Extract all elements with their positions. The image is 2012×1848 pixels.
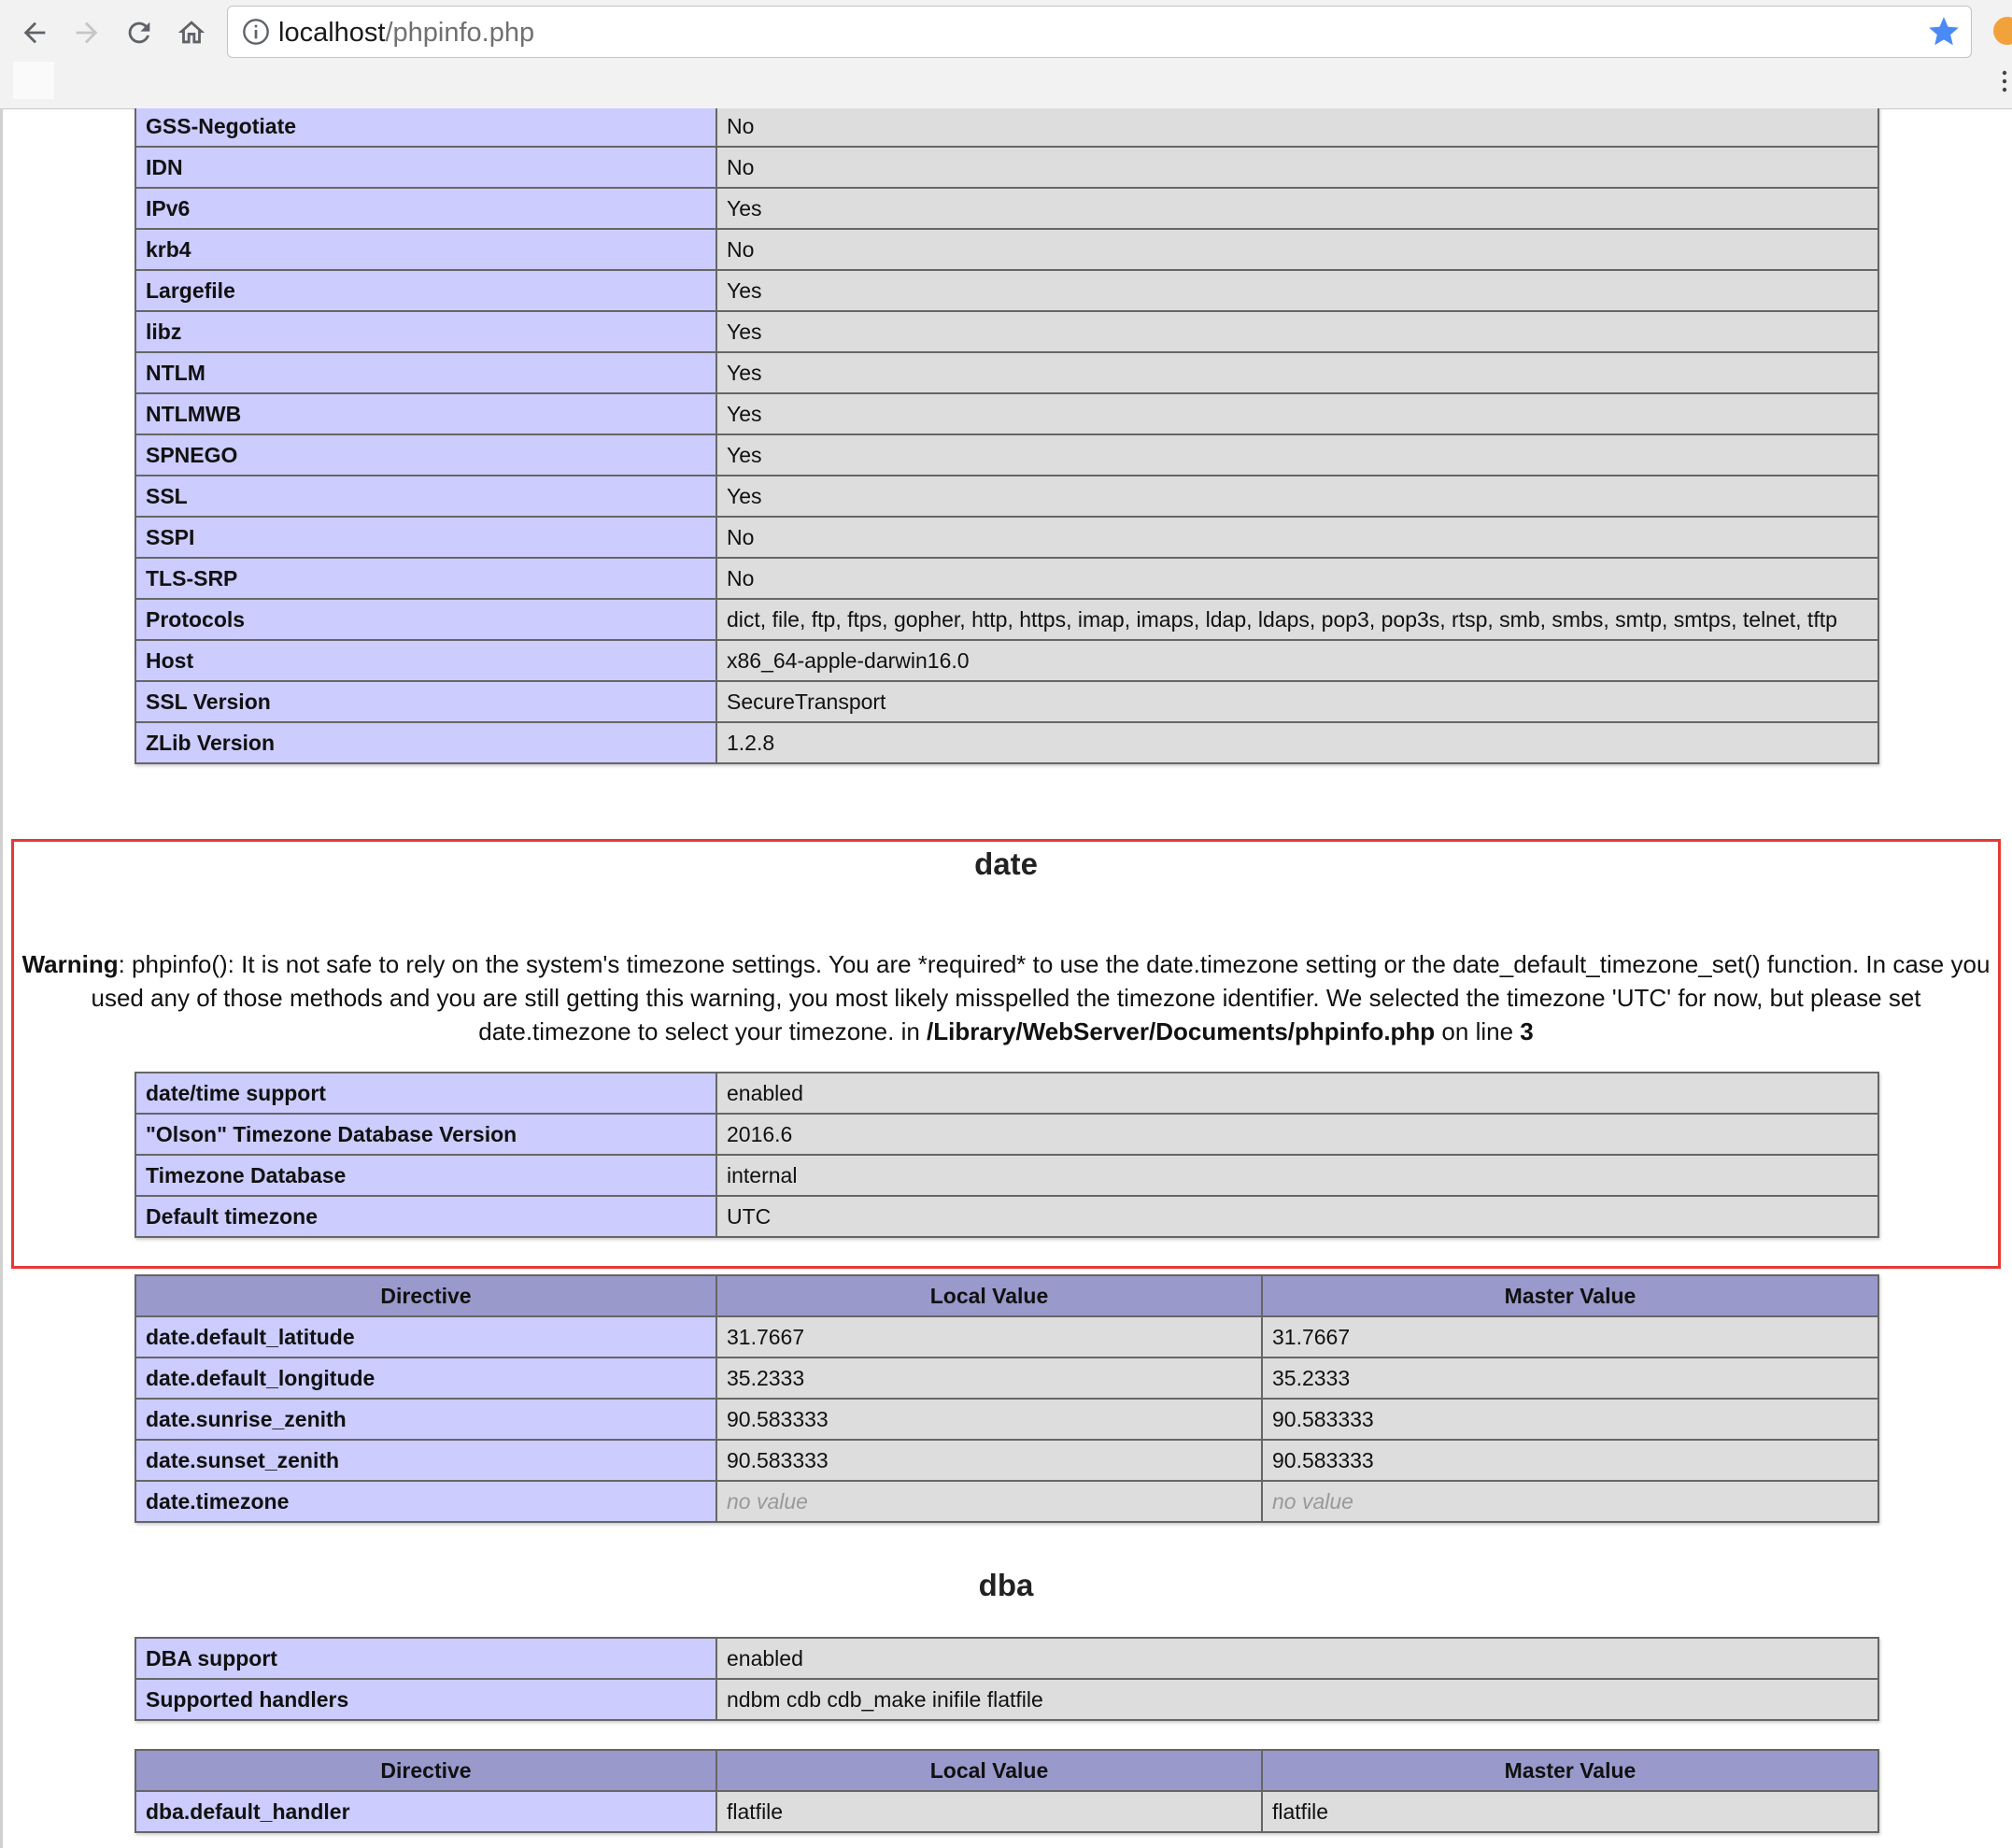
menu-dots-icon[interactable] (2001, 67, 2008, 95)
row-name: Largefile (135, 270, 716, 311)
row-name: SSL Version (135, 681, 716, 722)
row-value: No (716, 147, 1878, 188)
row-name: libz (135, 311, 716, 352)
directive-header: Directive (135, 1275, 716, 1316)
row-name: ZLib Version (135, 722, 716, 763)
table-row (135, 434, 1878, 476)
table-row (135, 558, 1878, 599)
forward-button[interactable] (64, 9, 110, 56)
table-row (135, 229, 1878, 270)
row-value: internal (716, 1155, 1878, 1196)
table-row (135, 311, 1878, 352)
row-name: date/time support (135, 1073, 716, 1114)
row-value: enabled (716, 1073, 1878, 1114)
directive-row (135, 1481, 1878, 1522)
directive-row (135, 1791, 1878, 1832)
row-value: Yes (716, 188, 1878, 229)
row-value: Yes (716, 434, 1878, 476)
directive-row (135, 1358, 1878, 1399)
dba-info-table (135, 1637, 1879, 1721)
local-value: 90.583333 (716, 1399, 1262, 1440)
extension-icon[interactable] (1993, 17, 2012, 45)
master-value: no value (1262, 1481, 1878, 1522)
row-value: Yes (716, 393, 1878, 434)
home-button[interactable] (168, 9, 215, 56)
row-value: No (716, 108, 1878, 147)
master-value-header: Master Value (1262, 1750, 1878, 1791)
row-value: dict, file, ftp, ftps, gopher, http, https, imap, imaps, ldap, ldaps, pop3, pop3s, rtsp, smb, smbs, smtp, smtps, telnet, tftp (716, 599, 1878, 640)
row-name: NTLMWB (135, 393, 716, 434)
master-value: 31.7667 (1262, 1316, 1878, 1358)
row-name: TLS-SRP (135, 558, 716, 599)
warning-on-line: on line (1435, 1017, 1521, 1045)
date-section-title: date (974, 846, 1038, 881)
row-name: NTLM (135, 352, 716, 393)
dba-directives-table (135, 1749, 1879, 1833)
directive-row (135, 1440, 1878, 1481)
directive-row (135, 1316, 1878, 1358)
timezone-warning (17, 947, 1995, 1048)
bookmarks-bar (13, 62, 54, 99)
row-value: 2016.6 (716, 1114, 1878, 1155)
table-row (135, 1679, 1878, 1720)
row-name: IPv6 (135, 188, 716, 229)
warning-file: /Library/WebServer/Documents/phpinfo.php (927, 1017, 1436, 1045)
row-name: Protocols (135, 599, 716, 640)
row-name: GSS-Negotiate (135, 108, 716, 147)
local-value: flatfile (716, 1791, 1262, 1832)
table-row (135, 517, 1878, 558)
table-row (135, 108, 1878, 147)
back-arrow-icon (19, 17, 50, 49)
row-name: SSL (135, 476, 716, 517)
row-value: UTC (716, 1196, 1878, 1237)
row-value: No (716, 558, 1878, 599)
directive-name: date.timezone (135, 1481, 716, 1522)
directive-name: date.sunrise_zenith (135, 1399, 716, 1440)
row-name: Supported handlers (135, 1679, 716, 1720)
row-name: DBA support (135, 1638, 716, 1679)
row-value: No (716, 229, 1878, 270)
date-info-table (135, 1072, 1879, 1238)
row-value: Yes (716, 311, 1878, 352)
warning-label: Warning (21, 950, 119, 978)
local-value: no value (716, 1481, 1262, 1522)
table-row (135, 270, 1878, 311)
table-row (135, 1114, 1878, 1155)
row-value: Yes (716, 270, 1878, 311)
directive-name: date.sunset_zenith (135, 1440, 716, 1481)
local-value: 31.7667 (716, 1316, 1262, 1358)
forward-arrow-icon (71, 17, 103, 49)
master-value: 90.583333 (1262, 1440, 1878, 1481)
back-button[interactable] (11, 9, 58, 56)
table-row (135, 476, 1878, 517)
directive-name: date.default_latitude (135, 1316, 716, 1358)
row-value: ndbm cdb cdb_make inifile flatfile (716, 1679, 1878, 1720)
directive-header: Directive (135, 1750, 716, 1791)
table-row (135, 722, 1878, 763)
reload-icon (123, 17, 155, 49)
local-value: 90.583333 (716, 1440, 1262, 1481)
table-row (135, 1196, 1878, 1237)
row-name: krb4 (135, 229, 716, 270)
url-path: /phpinfo.php (385, 18, 535, 48)
browser-toolbar (0, 0, 2012, 109)
master-value-header: Master Value (1262, 1275, 1878, 1316)
table-row (135, 1155, 1878, 1196)
row-name: Host (135, 640, 716, 681)
local-value: 35.2333 (716, 1358, 1262, 1399)
table-row (135, 1073, 1878, 1114)
table-row (135, 681, 1878, 722)
row-value: Yes (716, 476, 1878, 517)
table-row (135, 393, 1878, 434)
info-icon[interactable] (241, 17, 271, 47)
row-value: enabled (716, 1638, 1878, 1679)
url-text[interactable] (278, 14, 534, 51)
directive-row (135, 1399, 1878, 1440)
curl-info-table (135, 108, 1879, 764)
row-name: SSPI (135, 517, 716, 558)
master-value: 35.2333 (1262, 1358, 1878, 1399)
phpinfo-page (0, 108, 2012, 1848)
dba-section-title: dba (978, 1568, 1034, 1602)
row-name: Default timezone (135, 1196, 716, 1237)
table-row (135, 352, 1878, 393)
bookmark-star-icon[interactable] (1926, 14, 1962, 50)
directive-name: date.default_longitude (135, 1358, 716, 1399)
table-row (135, 188, 1878, 229)
row-name: IDN (135, 147, 716, 188)
warning-line: 3 (1520, 1017, 1534, 1045)
row-name: SPNEGO (135, 434, 716, 476)
row-name: "Olson" Timezone Database Version (135, 1114, 716, 1155)
local-value-header: Local Value (716, 1750, 1262, 1791)
row-value: 1.2.8 (716, 722, 1878, 763)
home-icon (176, 17, 207, 49)
table-row (135, 147, 1878, 188)
local-value-header: Local Value (716, 1275, 1262, 1316)
table-row (135, 1638, 1878, 1679)
row-value: Yes (716, 352, 1878, 393)
row-value: No (716, 517, 1878, 558)
warning-text: : phpinfo(): It is not safe to rely on the system's timezone settings. You are *required* to use the date.timezone setting or the date_default_timezone_set() function. In case you used any of those methods and you are still getting this warning, you most likely misspelled the timezone identifier. We selected the timezone 'UTC' for now, but please set date.timezone to select your timezone. in (91, 950, 1991, 1045)
directive-name: dba.default_handler (135, 1791, 716, 1832)
table-row (135, 640, 1878, 681)
row-value: SecureTransport (716, 681, 1878, 722)
master-value: 90.583333 (1262, 1399, 1878, 1440)
row-value: x86_64-apple-darwin16.0 (716, 640, 1878, 681)
reload-button[interactable] (116, 9, 163, 56)
table-row (135, 599, 1878, 640)
master-value: flatfile (1262, 1791, 1878, 1832)
address-bar[interactable] (227, 6, 1972, 58)
row-name: Timezone Database (135, 1155, 716, 1196)
date-directives-table (135, 1274, 1879, 1523)
url-host: localhost (278, 18, 386, 48)
